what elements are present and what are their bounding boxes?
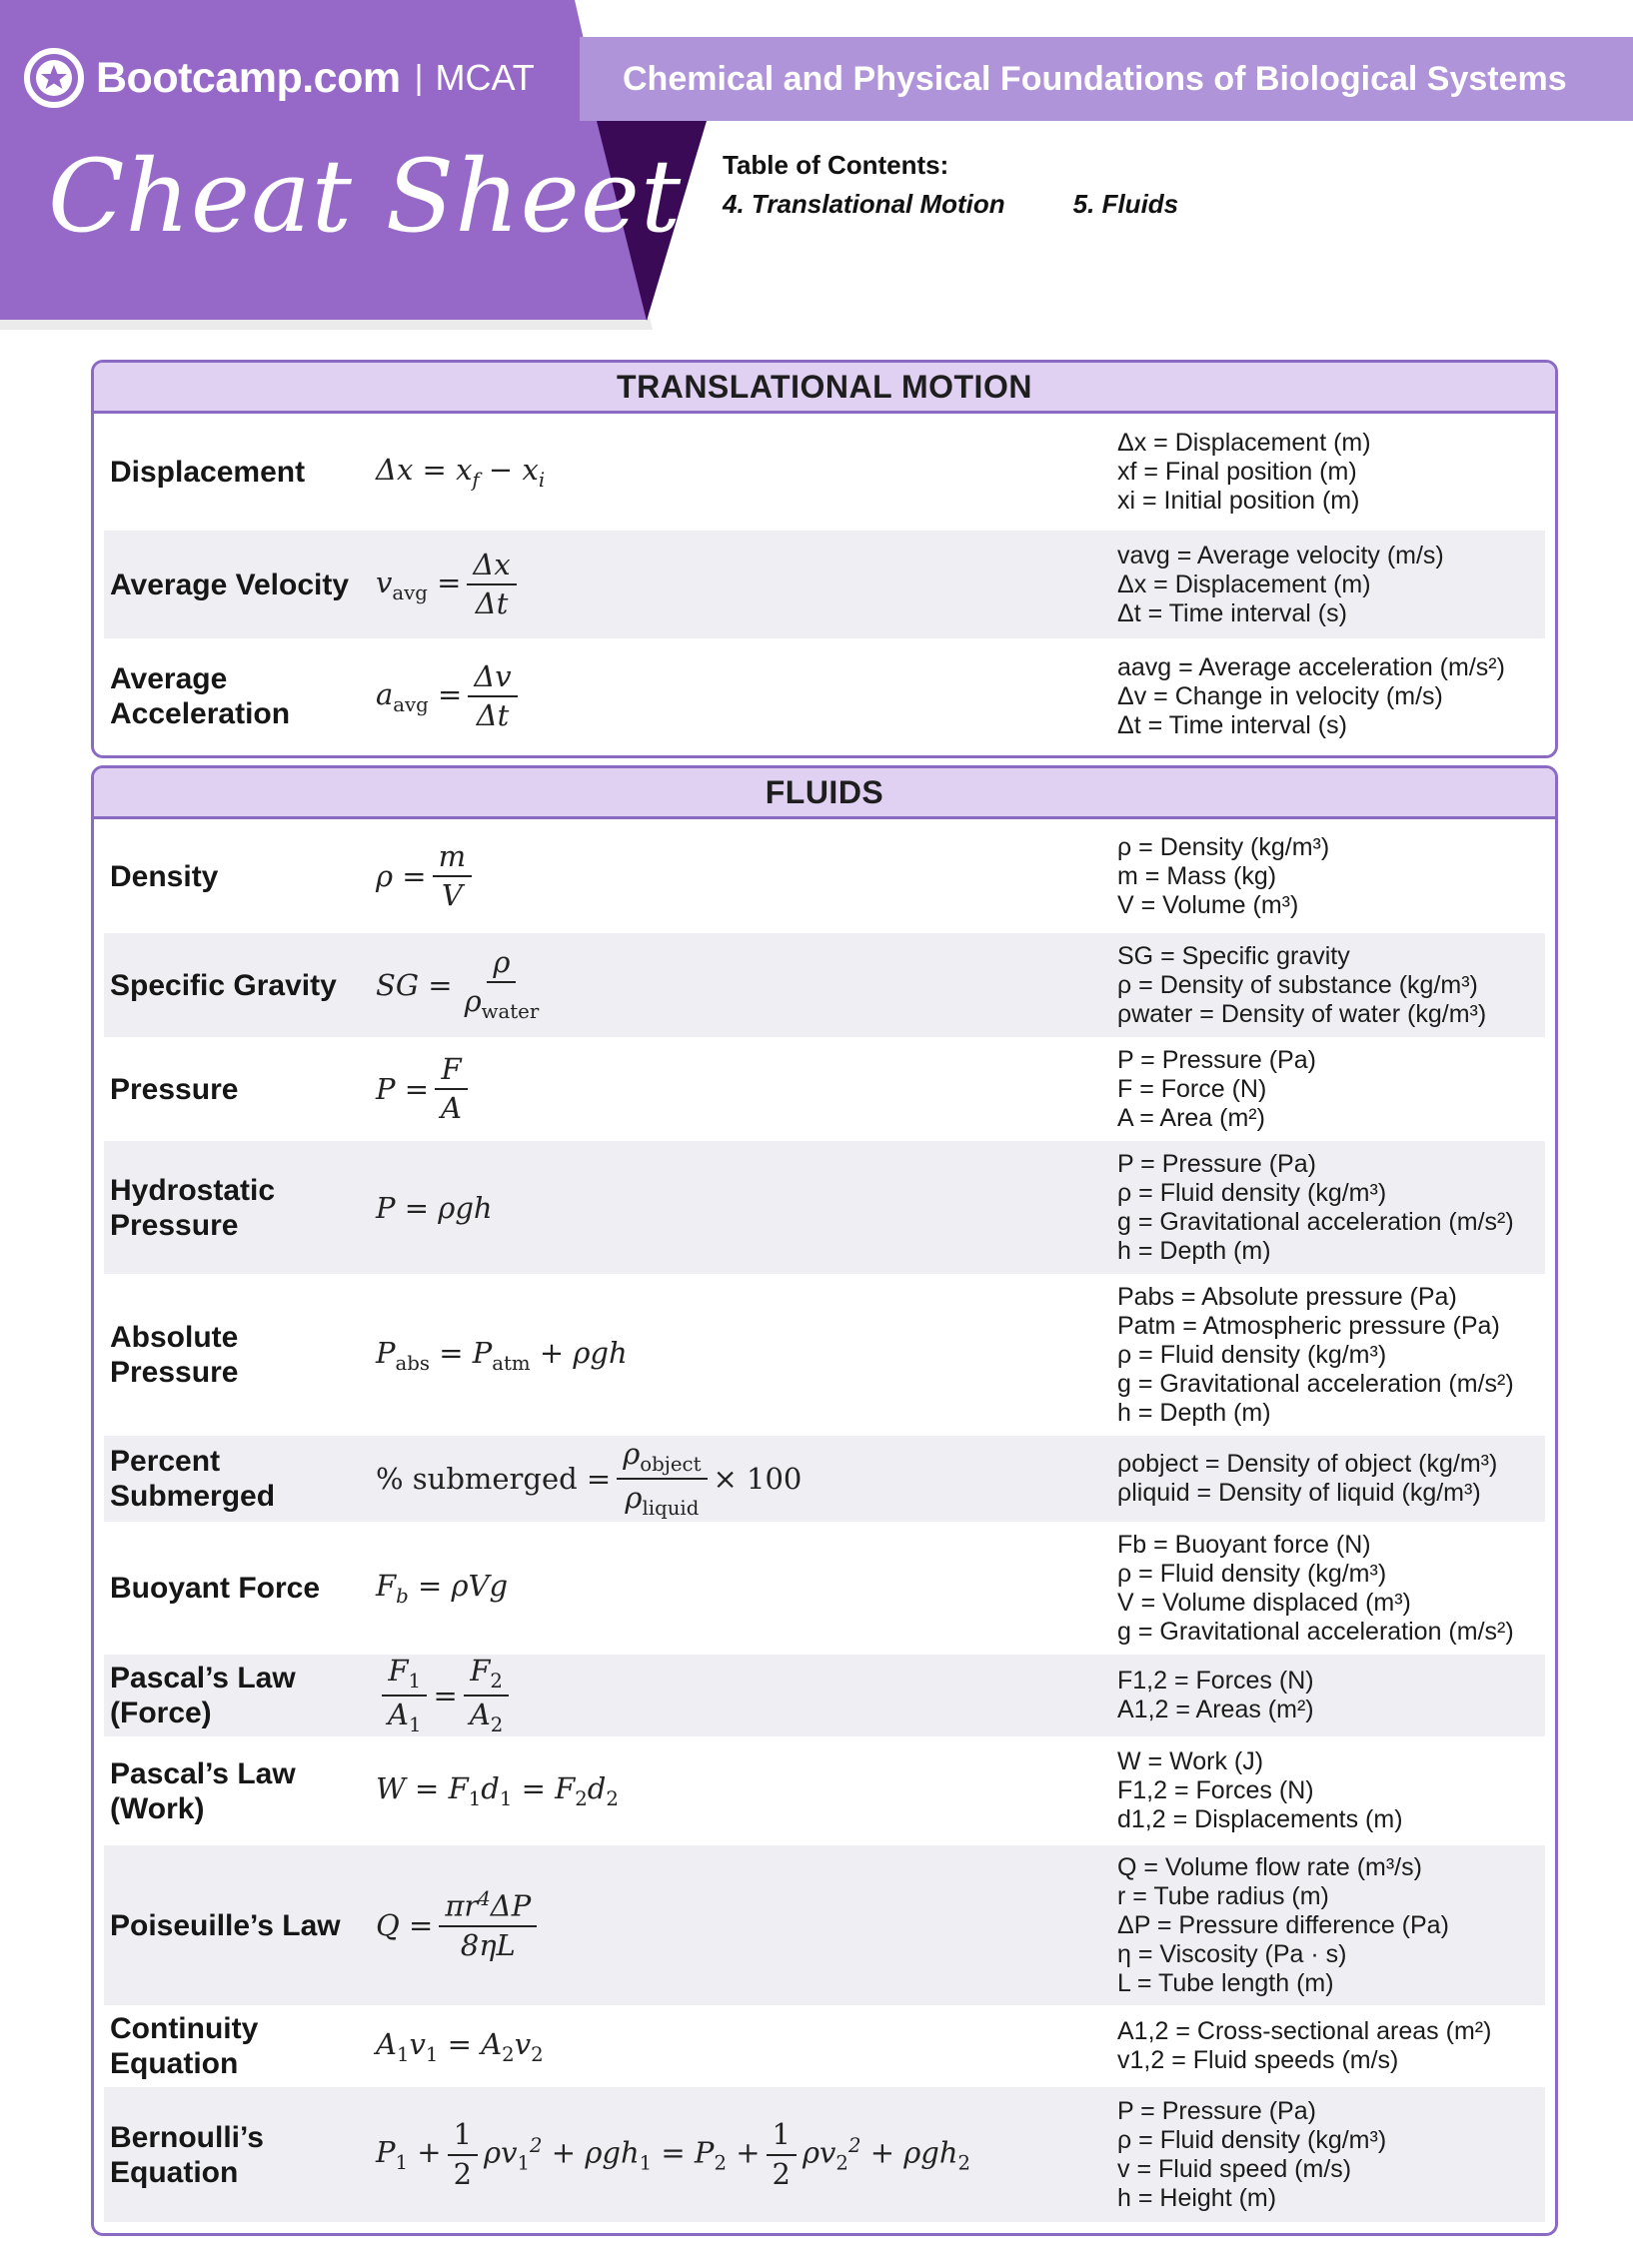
formula: $W = F_1d_1 = F_2d_2$ [376,1771,619,1810]
logo[interactable] [22,44,535,112]
var-line: ρ = Density (kg/m³) [1117,832,1330,861]
toc-heading: Table of Contents: [723,150,949,180]
formula: P = $\frac{F}{A}$ [376,1053,1117,1126]
formula: $F_b = \rho Vg$ [376,1569,509,1608]
table-of-contents [723,150,1178,220]
var-line: g = Gravitational acceleration (m/s²) [1117,1207,1514,1236]
exam-name: MCAT [435,57,535,98]
term-label: Displacement [110,456,306,489]
var-line: F = Force (N) [1117,1074,1267,1103]
star-circle-icon [22,46,86,110]
var-line: g = Gravitational acceleration (m/s²) [1117,1617,1514,1646]
var-line: ρ = Density of substance (kg/m³) [1117,970,1478,999]
var-line: vavg = Average velocity (m/s) [1117,541,1444,569]
var-line: aavg = Average acceleration (m/s²) [1117,652,1505,681]
variable-legend [1117,2017,1545,2075]
panel-title: FLUIDS [94,768,1555,819]
formula-row [104,1037,1545,1141]
variable-legend [1117,2097,1545,2213]
brand-separator: | [414,58,424,97]
panel-title: TRANSLATIONAL MOTION [94,363,1555,414]
var-line: xf = Final position (m) [1117,458,1357,486]
var-line: v = Fluid speed (m/s) [1117,2154,1352,2183]
term-label: Absolute Pressure [110,1321,239,1389]
formula-row [104,2005,1545,2087]
formula-row [104,531,1545,638]
variable-legend [1117,1853,1545,1998]
formula: $P_{abs} = P_{atm} + \rho gh$ [376,1335,628,1375]
var-line: P = Pressure (Pa) [1117,1149,1316,1178]
var-line: m = Mass (kg) [1117,861,1277,890]
term-label: Buoyant Force [110,1572,321,1605]
toc-item-translational-motion[interactable]: 4. Translational Motion [723,189,1005,219]
formula-row [104,1436,1545,1522]
var-line: h = Depth (m) [1117,1236,1271,1265]
term-label: Average Velocity [110,567,350,601]
formula: $\frac{F_1}{A_1}$ = $\frac{F_2}{A_2}$ [376,1655,1117,1737]
term-label: Bernoulli’s Equation [110,2120,264,2189]
formula: P = ρgh [376,1190,493,1225]
variable-legend [1117,653,1545,740]
translational-motion-panel [91,360,1558,758]
var-line: Δv = Change in velocity (m/s) [1117,681,1443,710]
var-line: ΔP = Pressure difference (Pa) [1117,1910,1449,1939]
variable-legend [1117,542,1545,628]
formula: Q = $\frac{\pi r^4\Delta P}{8\eta L}$ [376,1888,1117,1962]
formula: $P_1$ + $\frac{1}{2}$ $\rho v_1^2 + \rho gh_1 = P_2$ + $\frac{1}{2}$ $\rho v_2^2 + \rho gh_2$ [376,2117,971,2191]
formula: $\Delta x = x_f - x_i$ [376,453,546,492]
variable-legend [1117,1046,1545,1133]
var-line: F1,2 = Forces (N) [1117,1776,1314,1804]
var-line: Patm = Atmospheric pressure (Pa) [1117,1311,1500,1340]
var-line: F1,2 = Forces (N) [1117,1667,1314,1695]
var-line: xi = Initial position (m) [1117,487,1360,515]
var-line: Fb = Buoyant force (N) [1117,1530,1371,1559]
var-line: Δt = Time interval (s) [1117,598,1347,627]
var-line: P = Pressure (Pa) [1117,2096,1316,2125]
var-line: Δx = Displacement (m) [1117,569,1371,598]
fluids-panel [91,765,1558,2236]
formula: % submerged = $\frac{\rho_{object}}{\rho_{liquid}}$ × 100 [376,1436,803,1520]
toc-item-fluids[interactable]: 5. Fluids [1072,189,1179,219]
var-line: V = Volume (m³) [1117,890,1299,919]
formula-row [104,1141,1545,1274]
var-line: v1,2 = Fluid speeds (m/s) [1117,2046,1399,2074]
formula: $A_1v_1 = A_2v_2$ [376,2026,544,2066]
formula-row [104,2087,1545,2222]
variable-legend [1117,429,1545,516]
var-line: ρ = Fluid density (kg/m³) [1117,1340,1387,1369]
var-line: Δt = Time interval (s) [1117,710,1347,739]
formula-row [104,414,1545,531]
var-line: ρ = Fluid density (kg/m³) [1117,1178,1387,1207]
var-line: W = Work (J) [1117,1747,1264,1775]
var-line: V = Volume displaced (m³) [1117,1588,1411,1617]
formula-row [104,933,1545,1037]
formula-row [104,1845,1545,2005]
term-label: Percent Submerged [110,1445,276,1513]
var-line: η = Viscosity (Pa · s) [1117,1939,1347,1968]
var-line: SG = Specific gravity [1117,941,1350,970]
term-label: Specific Gravity [110,968,337,1002]
var-line: ρliquid = Density of liquid (kg/m³) [1117,1479,1481,1507]
var-line: A1,2 = Areas (m²) [1117,1696,1314,1723]
formula: $v_{avg}$ = $\frac{\Delta x}{\Delta t}$ [376,549,1117,621]
formula-row [104,1736,1545,1845]
var-line: A1,2 = Cross-sectional areas (m²) [1117,2017,1492,2045]
var-line: Δx = Displacement (m) [1117,429,1371,457]
term-label: Continuity Equation [110,2012,259,2080]
cheat-sheets-title: Cheat Sheets [48,138,735,255]
term-label: Pressure [110,1072,239,1106]
var-line: Q = Volume flow rate (m³/s) [1117,1852,1422,1881]
variable-legend [1117,1283,1545,1428]
var-line: h = Height (m) [1117,2183,1277,2212]
var-line: A = Area (m²) [1117,1103,1265,1132]
var-line: ρwater = Density of water (kg/m³) [1117,999,1487,1028]
variable-legend [1117,1150,1545,1266]
var-line: r = Tube radius (m) [1117,1881,1329,1910]
subject-title: Chemical and Physical Foundations of Biological Systems [623,60,1567,98]
formula: ρ = $\frac{m}{V}$ [376,840,1117,913]
var-line: d1,2 = Displacements (m) [1117,1805,1403,1833]
term-label: Density [110,859,219,893]
formula-row [104,1655,1545,1736]
formula: SG = $\frac{\rho}{\rho_{water}}$ [376,945,540,1024]
var-line: ρ = Fluid density (kg/m³) [1117,2125,1387,2154]
variable-legend [1117,1747,1545,1834]
term-label: Hydrostatic Pressure [110,1173,276,1242]
formula-row [104,819,1545,933]
term-label: Pascal’s Law (Work) [110,1756,296,1825]
variable-legend [1117,942,1545,1029]
var-line: g = Gravitational acceleration (m/s²) [1117,1369,1514,1398]
term-label: Poiseuille’s Law [110,1908,341,1942]
brand-name: Bootcamp.com [96,53,401,102]
var-line: h = Depth (m) [1117,1398,1271,1427]
term-label: Average Acceleration [110,662,291,730]
formula-row [104,1274,1545,1436]
var-line: Pabs = Absolute pressure (Pa) [1117,1282,1457,1311]
formula-row [104,638,1545,754]
formula: $a_{avg}$ = $\frac{\Delta v}{\Delta t}$ [376,660,1117,733]
var-line: ρ = Fluid density (kg/m³) [1117,1559,1387,1588]
formula-row [104,1522,1545,1655]
var-line: ρobject = Density of object (kg/m³) [1117,1450,1498,1478]
var-line: P = Pressure (Pa) [1117,1045,1316,1074]
term-label: Pascal’s Law (Force) [110,1662,296,1729]
variable-legend [1117,833,1545,920]
variable-legend [1117,1450,1545,1508]
var-line: L = Tube length (m) [1117,1968,1334,1997]
variable-legend [1117,1667,1545,1724]
variable-legend [1117,1531,1545,1647]
